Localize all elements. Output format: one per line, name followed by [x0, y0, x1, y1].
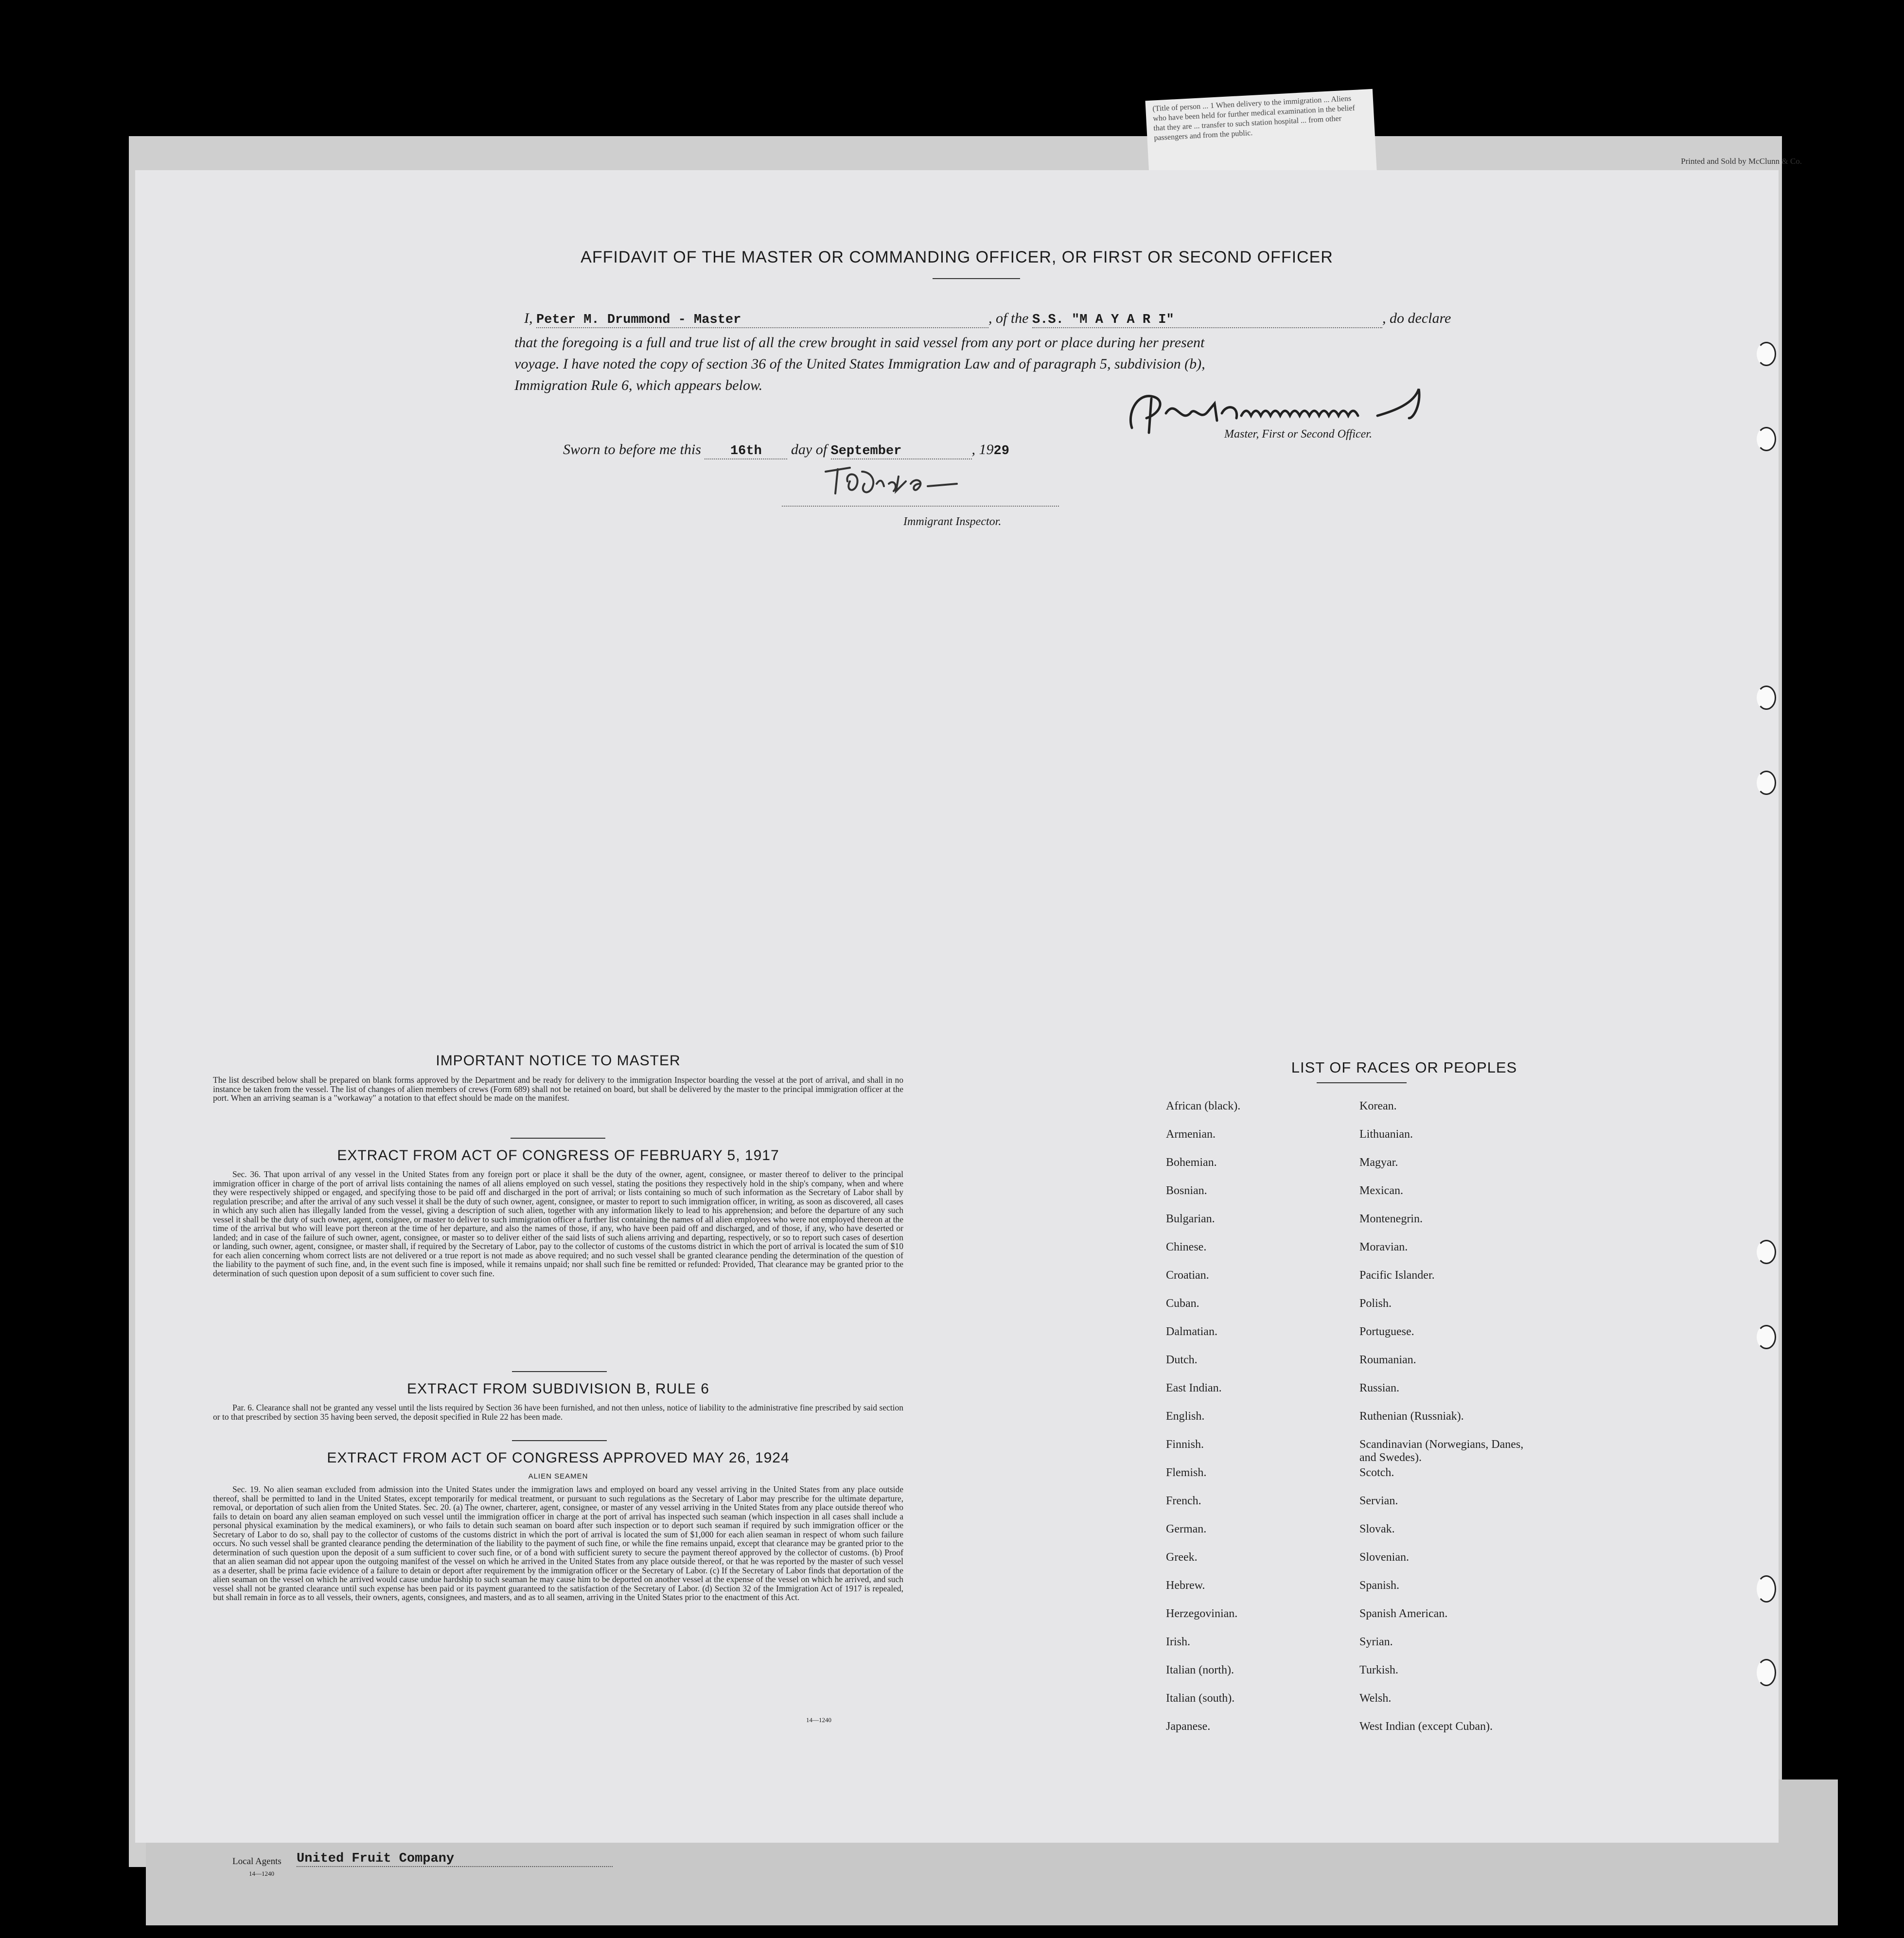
- race-item: Polish.: [1359, 1297, 1392, 1310]
- race-item: Japanese.: [1166, 1720, 1211, 1733]
- extract-rule-2: [512, 1440, 607, 1441]
- race-item: Herzegovinian.: [1166, 1607, 1238, 1620]
- declaration-text-4: Immigration Rule 6, which appears below.: [514, 377, 763, 393]
- race-item: Italian (north).: [1166, 1664, 1234, 1676]
- notice-rule: [511, 1138, 605, 1139]
- declaration-text-2: that the foregoing is a full and true list of all the crew brought in said vessel from any port or place during her present: [514, 335, 1205, 351]
- race-item: French.: [1166, 1495, 1201, 1507]
- extract-1917-title: EXTRACT FROM ACT OF CONGRESS OF FEBRUARY 5, 1917: [337, 1147, 779, 1163]
- race-item: Welsh.: [1359, 1692, 1392, 1705]
- race-item: Korean.: [1359, 1100, 1397, 1112]
- race-item: Portuguese.: [1359, 1325, 1414, 1338]
- declaration-line: I, Peter M. Drummond - Master , of the S.S. "M A Y A R I" , do declare: [524, 310, 1451, 327]
- binder-hole: [1757, 427, 1776, 451]
- binder-hole: [1757, 686, 1776, 710]
- race-item: Montenegrin.: [1359, 1213, 1423, 1225]
- vessel-name: S.S. "M A Y A R I": [1032, 313, 1174, 327]
- vessel-field[interactable]: [1032, 310, 1382, 328]
- binder-hole: [1757, 771, 1776, 795]
- race-item: Irish.: [1166, 1636, 1190, 1648]
- race-item: Mexican.: [1359, 1184, 1403, 1197]
- binder-hole: [1757, 1659, 1776, 1686]
- race-item: Russian.: [1359, 1382, 1400, 1394]
- race-item: Scandinavian (Norwegians, Danes, and Swedes).: [1359, 1438, 1524, 1464]
- race-item: Lithuanian.: [1359, 1128, 1413, 1141]
- binder-hole: [1757, 1575, 1776, 1603]
- race-item: German.: [1166, 1523, 1207, 1535]
- race-item: Bosnian.: [1166, 1184, 1207, 1197]
- race-item: Hebrew.: [1166, 1579, 1205, 1592]
- race-item: Bulgarian.: [1166, 1213, 1215, 1225]
- extract-rule6-body: Par. 6. Clearance shall not be granted any vessel until the lists required by Section 36 have been furnished, and not then unless, notice of liability to the administrative fine prescribed by said section or to that prescribed by section 35 having been served, the deposit specified in Rule 22 has been made.: [213, 1403, 903, 1422]
- race-item: Armenian.: [1166, 1128, 1216, 1141]
- races-rule: [1317, 1082, 1407, 1083]
- race-item: Spanish American.: [1359, 1607, 1448, 1620]
- race-item: Ruthenian (Russniak).: [1359, 1410, 1464, 1423]
- race-item: Italian (south).: [1166, 1692, 1235, 1705]
- extract-1924-title: EXTRACT FROM ACT OF CONGRESS APPROVED MAY 26, 1924: [327, 1450, 790, 1466]
- race-item: Slovak.: [1359, 1523, 1395, 1535]
- master-name: Peter M. Drummond - Master: [536, 313, 741, 327]
- extract-1917-body: Sec. 36. That upon arrival of any vessel in the United States from any foreign port or place it shall be the duty of the owner, agent, consignee, or master thereof to deliver to the principal immigration officer in charge of the port of arrival lists containing the names of all aliens employed on such vessel, stating the positions they respectively hold in the ship's company, when and where they were respectively shipped or engaged, and specifying those to be paid off and discharged in the port of arrival; or lists containing so much of such information as the Secretary of Labor shall by regulation prescribe; and after the arrival of any such vessel it shall be the duty of such owner, agent, consignee, or master to report to such immigration officer, in writing, as soon as discovered, all cases in which any such alien has illegally landed from the vessel, giving a description of such alien, together with any information likely to lead to his apprehension; and before the departure of any such vessel it shall be the duty of such owner, agent, consignee, or master to deliver to such immigration officer a further list containing the names of all alien employees who were not employed thereon at the time of the arrival but who will leave port thereon at the time of her departure, and also the names of those, if any, who have been paid off and discharged, and of those, if any, who have deserted or landed; and in case of the failure of such owner, agent, consignee, or master so to deliver either of the said lists of such aliens arriving and departing, respectively, or so to report such cases of desertion or landing, such owner, agent, consignee, or master shall, if required by the Secretary of Labor, pay to the collector of customs of the customs district in which the port of arrival is located the sum of $10 for each alien concerning whom correct lists are not delivered or a true report is not made as above required; and no such vessel shall be granted clearance pending the determination of the question of the liability to the payment of such fine, and, in the event such fine is imposed, while it remains unpaid; nor shall such fine be remitted or refunded: Provided, That clearance may be granted prior to the determination of such question upon deposit of a sum sufficient to cover such fine.: [213, 1169, 903, 1278]
- race-item: Chinese.: [1166, 1241, 1207, 1253]
- sworn-day-field[interactable]: 16th: [705, 441, 787, 459]
- printer-note: Printed and Sold by McClunn & Co.: [1681, 157, 1802, 166]
- race-item: Dutch.: [1166, 1354, 1198, 1366]
- race-item: Pacific Islander.: [1359, 1269, 1435, 1282]
- race-item: English.: [1166, 1410, 1205, 1423]
- race-item: Roumanian.: [1359, 1354, 1416, 1366]
- extract-1924-subtitle: ALIEN SEAMEN: [528, 1472, 588, 1480]
- inspector-signature: [816, 462, 962, 501]
- notice-title: IMPORTANT NOTICE TO MASTER: [436, 1053, 681, 1069]
- race-item: Cuban.: [1166, 1297, 1199, 1310]
- race-item: Spanish.: [1359, 1579, 1400, 1592]
- extract-1924-body: Sec. 19. No alien seaman excluded from admission into the United States under the immigration laws and employed on board any vessel arriving in the United States from any place outside thereof, shall be permitted to land in the United States, except temporarily for medical treatment, or pursuant to such regulations as the Secretary of Labor may prescribe for the ultimate departure, removal, or deportation of such alien from the United States. Sec. 20. (a) The owner, charterer, agent, consignee, or master of any vessel arriving in the United States from any place outside thereof who fails to detain on board any alien seaman employed on such vessel until the immigration officer in charge at the port of arrival has inspected such seaman (which inspection in all cases shall include a personal physical examination by the medical examiners), or who fails to detain such seaman on board after such inspection or to deport such seaman if required by such immigration officer or the Secretary of Labor to do so, shall pay to the collector of customs of the customs district in which the port of arrival is located the sum of $1,000 for each alien seaman in respect of whom such failure occurs. No such vessel shall be granted clearance pending the determination of the liability to the payment of such fine, or while the fine remains unpaid, except that clearance may be granted prior to the determination of such question upon the deposit of a sum sufficient to cover such fine, or of a bond with sufficient surety to secure the payment thereof approved by the collector of customs. (b) Proof that an alien seaman did not appear upon the outgoing manifest of the vessel on which he arrived in the United States from any place outside thereof, or that he was reported by the master of such vessel as a deserter, shall be prima facie evidence of a failure to detain or deport after requirement by the immigration officer or the Secretary of Labor. (c) If the Secretary of Labor finds that deportation of the alien seaman on the vessel on which he arrived would cause undue hardship to such seaman he may cause him to be deported on another vessel at the expense of the vessel on which he arrived, and such vessel shall not be granted clearance until such expense has been paid or its payment guaranteed to the satisfaction of the Secretary of Labor. (d) Section 32 of the Immigration Act of 1917 is repealed, but shall remain in force as to all vessels, their owners, agents, consignees, and masters, and as to all seamen, arriving in the United States prior to the enactment of this Act.: [213, 1484, 903, 1602]
- races-title: LIST OF RACES OR PEOPLES: [1291, 1059, 1517, 1076]
- extract-rule-1: [512, 1371, 607, 1372]
- race-item: Flemish.: [1166, 1466, 1207, 1479]
- declaration-text-3: voyage. I have noted the copy of section 36 of the United States Immigration Law and of paragraph 5, subdivision (b),: [514, 356, 1205, 372]
- local-agents-name: United Fruit Company: [297, 1851, 455, 1866]
- race-item: Syrian.: [1359, 1636, 1393, 1648]
- inspector-label: Immigrant Inspector.: [903, 515, 1002, 528]
- binder-hole: [1757, 342, 1776, 366]
- sworn-line: Sworn to before me this 16th day of September , 1929: [563, 441, 1009, 458]
- extract-rule6-title: EXTRACT FROM SUBDIVISION B, RULE 6: [407, 1381, 709, 1397]
- race-item: African (black).: [1166, 1100, 1241, 1112]
- race-item: Dalmatian.: [1166, 1325, 1217, 1338]
- sworn-year[interactable]: 29: [993, 444, 1009, 458]
- affidavit-title: AFFIDAVIT OF THE MASTER OR COMMANDING OFFICER, OR FIRST OR SECOND OFFICER: [581, 248, 1333, 266]
- race-item: Moravian.: [1359, 1241, 1408, 1253]
- race-item: Turkish.: [1359, 1664, 1398, 1676]
- footer-form-number: 14—1240: [249, 1870, 274, 1877]
- inspector-signature-line: [782, 506, 1059, 507]
- local-agents-label: Local Agents: [232, 1856, 282, 1867]
- binder-hole: [1757, 1240, 1776, 1264]
- sworn-month-field[interactable]: September: [831, 441, 972, 459]
- binder-hole: [1757, 1325, 1776, 1349]
- race-item: Greek.: [1166, 1551, 1198, 1564]
- title-rule: [933, 278, 1020, 279]
- extract-form-number: 14—1240: [806, 1716, 831, 1724]
- race-item: Bohemian.: [1166, 1156, 1217, 1169]
- race-item: Servian.: [1359, 1495, 1398, 1507]
- race-item: Magyar.: [1359, 1156, 1398, 1169]
- race-item: Scotch.: [1359, 1466, 1394, 1479]
- notice-body: The list described below shall be prepared on blank forms approved by the Department and be ready for delivery to the immigration Inspector boarding the vessel at the port of arrival, and shall in no instance be taken from the vessel. The list of changes of alien members of crews (Form 689) shall not be retained on board, but shall be delivered by the master to the principal immigration officer at the port. When an arriving seaman is a "workaway" a notation to that effect should be made on the manifest.: [213, 1075, 903, 1103]
- race-item: West Indian (except Cuban).: [1359, 1720, 1493, 1733]
- race-item: Croatian.: [1166, 1269, 1209, 1282]
- officer-label: Master, First or Second Officer.: [1224, 428, 1372, 440]
- race-item: Slovenian.: [1359, 1551, 1409, 1564]
- race-item: Finnish.: [1166, 1438, 1204, 1451]
- local-agents-field[interactable]: [297, 1851, 613, 1867]
- affidavit-page: [135, 170, 1779, 1843]
- master-name-field[interactable]: [536, 310, 988, 328]
- race-item: East Indian.: [1166, 1382, 1222, 1394]
- attached-slip: (Title of person ... 1 When delivery to the immigration ... Aliens who have been held for further medical examination in the belief that they are ... transfer to such station hospital ... from other passengers and from the public.: [1145, 89, 1377, 191]
